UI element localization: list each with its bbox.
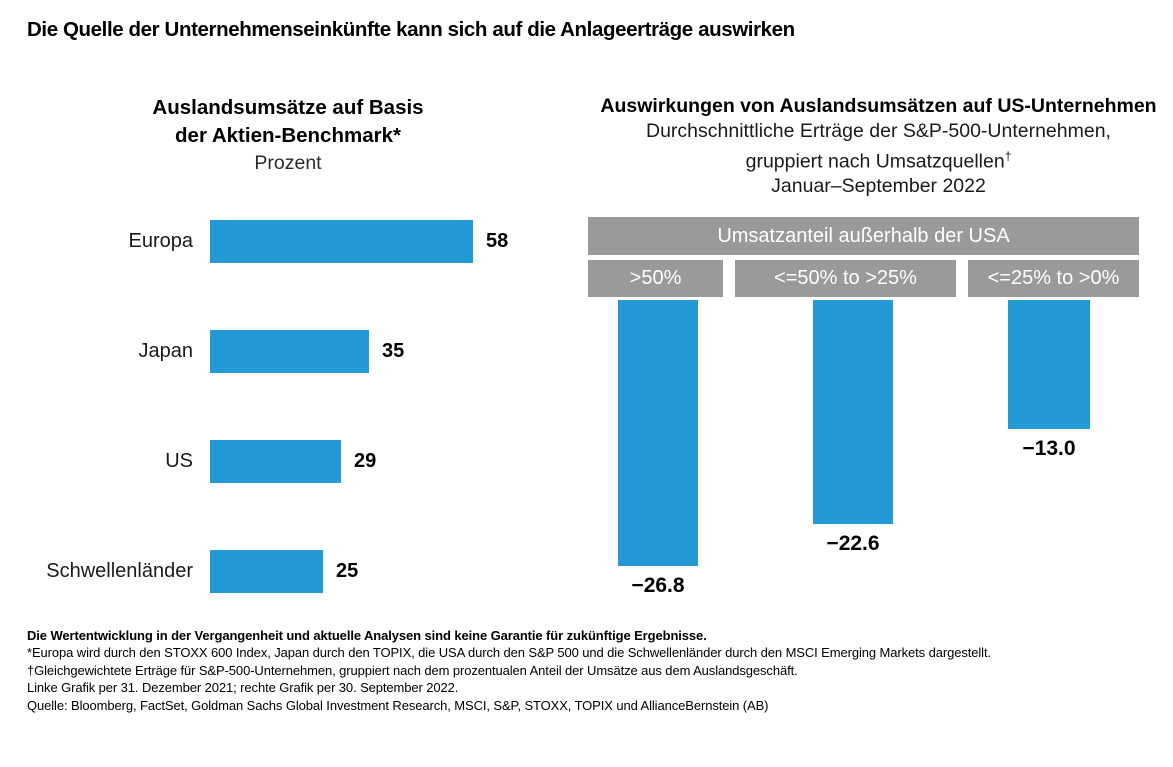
bar-japan bbox=[210, 330, 369, 373]
right-chart-subtitle-line3: Januar–September 2022 bbox=[771, 174, 986, 197]
footnote-methodology: †Gleichgewichtete Erträge für S&P-500-Unternehmen, gruppiert nach dem prozentualen Anteil der Umsätze aus dem Auslandsgeschäft. bbox=[27, 662, 798, 678]
category-label-japan: Japan bbox=[138, 340, 193, 362]
left-chart-title-block bbox=[118, 94, 458, 177]
footnote-performance-disclaimer: Die Wertentwicklung in der Vergangenheit und aktuelle Analysen sind keine Garantie für zukünftige Ergebnisse. bbox=[27, 628, 707, 643]
category-label-us: US bbox=[165, 450, 193, 472]
page-title: Die Quelle der Unternehmenseinkünfte kann sich auf die Anlageerträge auswirken bbox=[27, 18, 795, 41]
right-chart-subtitle-line2-text: gruppiert nach Umsatzquellen bbox=[745, 150, 1005, 172]
right-chart-subtitle-line1: Durchschnittliche Erträge der S&P-500-Unternehmen, bbox=[646, 120, 1111, 142]
range-header-50: >50% bbox=[588, 260, 723, 297]
right-chart-title: Auswirkungen von Auslandsumsätzen auf US-Unternehmen bbox=[600, 95, 1157, 117]
right-chart-subtitle-line2 bbox=[585, 144, 1172, 174]
range-header-25-to-0: <=25% to >0% bbox=[968, 260, 1139, 297]
value-label-50-to-25: −22.6 bbox=[826, 532, 880, 555]
category-label-schwellenl-nder: Schwellenländer bbox=[46, 560, 193, 582]
left-chart-title-line2: der Aktien-Benchmark* bbox=[175, 124, 401, 147]
footnotes bbox=[27, 627, 1167, 714]
bar-50 bbox=[618, 300, 698, 566]
value-label-50: −26.8 bbox=[631, 574, 685, 597]
footnote-benchmark-definitions: *Europa wird durch den STOXX 600 Index, Japan durch den TOPIX, die USA durch den S&P 500 und die Schwellenländer durch den MSCI Emerging Markets dargestellt. bbox=[27, 645, 991, 661]
bar-schwellenl-nder bbox=[210, 550, 323, 593]
value-label-25-to-0: −13.0 bbox=[1022, 437, 1076, 460]
bar-us bbox=[210, 440, 341, 483]
footnote-sources: Quelle: Bloomberg, FactSet, Goldman Sachs Global Investment Research, MSCI, S&P, STOXX, TOPIX und AllianceBernstein (AB) bbox=[27, 697, 769, 713]
footnote-as-of-dates: Linke Grafik per 31. Dezember 2021; rechte Grafik per 30. September 2022. bbox=[27, 680, 459, 696]
range-header-50-to-25: <=50% to >25% bbox=[735, 260, 956, 297]
left-chart-title-line1: Auslandsumsätze auf Basis bbox=[152, 96, 424, 119]
value-label-japan: 35 bbox=[382, 340, 405, 362]
bar-50-to-25 bbox=[813, 300, 893, 524]
category-label-europa: Europa bbox=[128, 230, 193, 252]
bar-25-to-0 bbox=[1008, 300, 1090, 429]
bar-europa bbox=[210, 220, 473, 263]
value-label-schwellenl-nder: 25 bbox=[336, 560, 359, 582]
value-label-europa: 58 bbox=[486, 230, 509, 252]
right-chart-title-block bbox=[585, 94, 1172, 198]
dagger-footnote-marker: † bbox=[1004, 148, 1012, 163]
value-label-us: 29 bbox=[354, 450, 377, 472]
left-chart-unit-label: Prozent bbox=[254, 152, 322, 174]
right-chart-group-header: Umsatzanteil außerhalb der USA bbox=[588, 217, 1139, 255]
